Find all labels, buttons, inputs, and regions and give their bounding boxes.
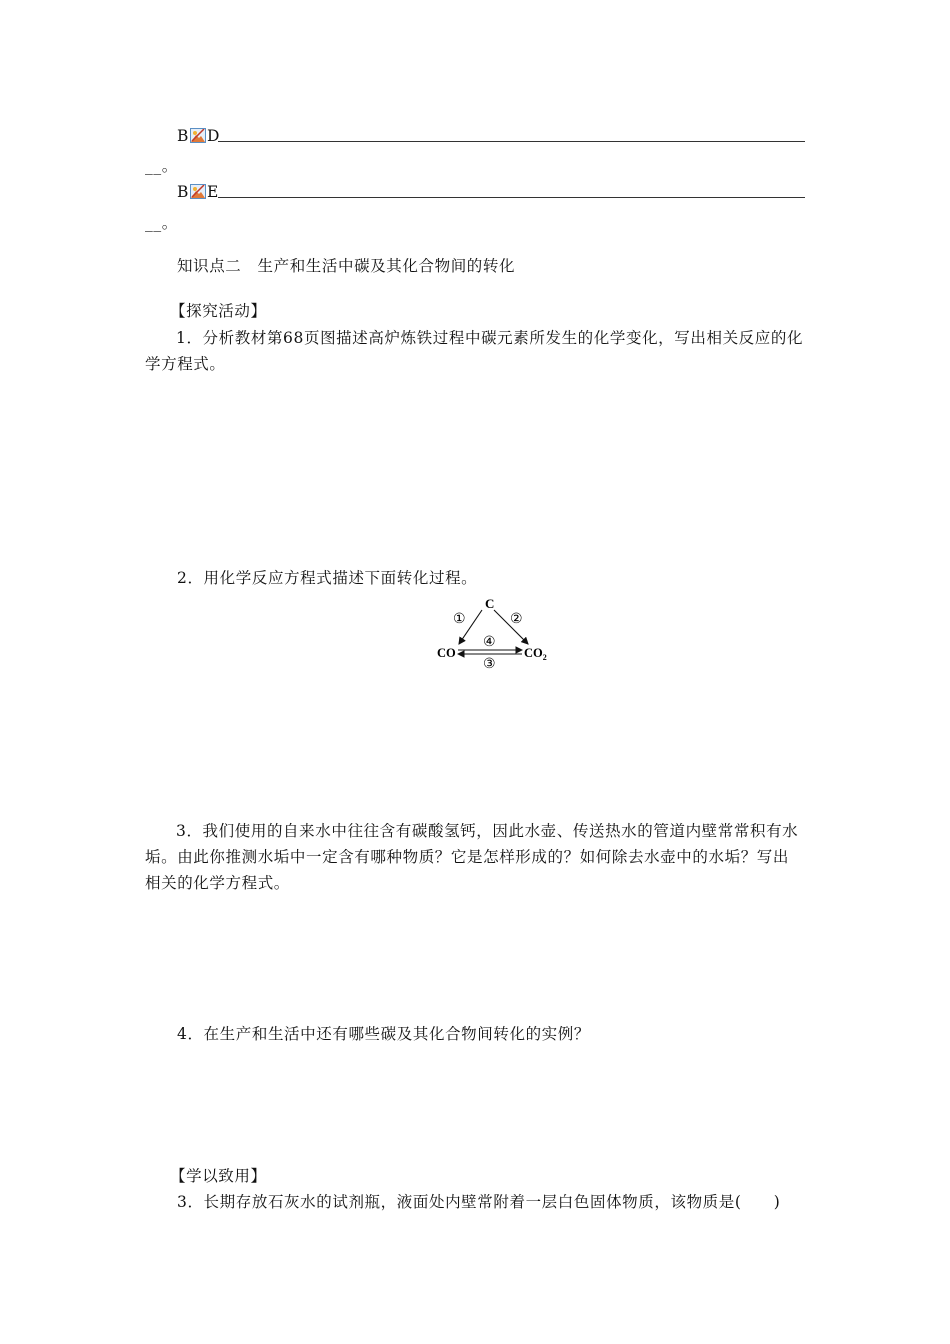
answer-row-be: [177, 182, 219, 202]
question-2: 2．用化学反应方程式描述下面转化过程。: [177, 569, 478, 587]
answer-blank-line: [218, 197, 805, 198]
question-3: [145, 818, 805, 896]
row-suffix: D: [207, 127, 221, 145]
row-suffix: E: [207, 183, 219, 201]
explore-header: 【探究活动】: [170, 302, 267, 320]
broken-image-icon: [190, 128, 206, 143]
diagram-node-co: CO: [437, 646, 456, 660]
apply-header: 【学以致用】: [170, 1167, 267, 1185]
continuation-mark: __。: [145, 157, 178, 175]
diagram-label-4: ④: [483, 635, 496, 650]
question-1: [145, 325, 805, 377]
diagram-label-1: ①: [453, 612, 466, 627]
row-prefix: B: [177, 183, 189, 201]
diagram-label-3: ③: [483, 657, 496, 670]
question-3-text: 3．我们使用的自来水中往往含有碳酸氢钙，因此水壶、传送热水的管道内壁常常积有水垢。由此你推测水垢中一定含有哪种物质？它是怎样形成的？如何除去水壶中的水垢？写出相关的化学方程式。: [145, 822, 799, 892]
row-prefix: B: [177, 127, 189, 145]
answer-row-bd: [177, 126, 220, 146]
continuation-mark: __。: [145, 214, 178, 232]
answer-blank-line: [218, 141, 805, 142]
question-1-text: 1．分析教材第68页图描述高炉炼铁过程中碳元素所发生的化学变化，写出相关反应的化学方程式。: [145, 329, 804, 373]
broken-image-icon: [190, 184, 206, 199]
diagram-node-co2: [524, 646, 547, 662]
diagram-node-c: C: [485, 596, 495, 611]
question-4: 4．在生产和生活中还有哪些碳及其化合物间转化的实例？: [177, 1025, 590, 1043]
diagram-label-2: ②: [510, 612, 523, 627]
section-title: 知识点二 生产和生活中碳及其化合物间的转化: [177, 257, 516, 275]
co2-subscript: 2: [542, 653, 547, 662]
carbon-conversion-diagram: [432, 594, 556, 670]
co2-main: CO: [524, 646, 543, 660]
question-5: 3．长期存放石灰水的试剂瓶，液面处内壁常附着一层白色固体物质，该物质是( ): [177, 1193, 781, 1211]
